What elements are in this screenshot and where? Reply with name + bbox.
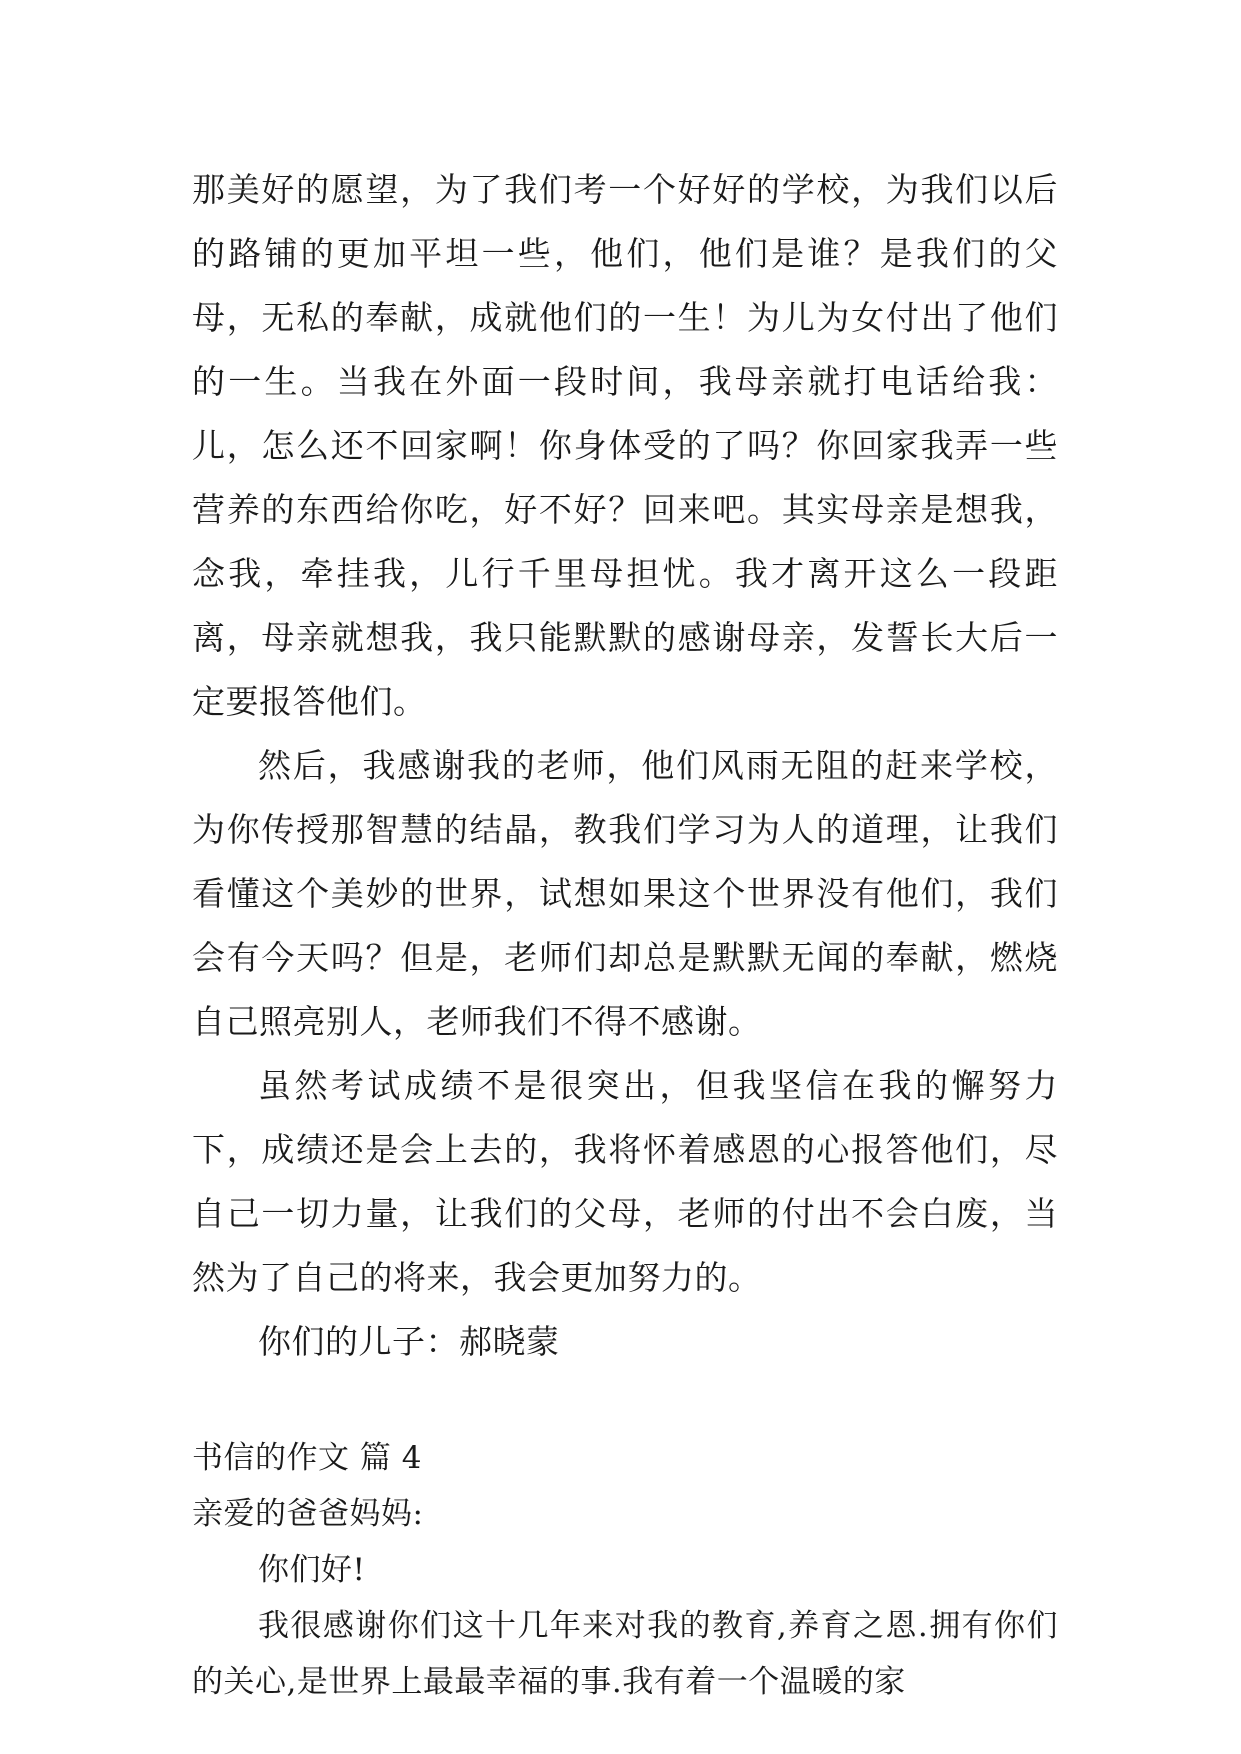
paragraph-teachers: 然后，我感谢我的老师，他们风雨无阻的赶来学校，为你传授那智慧的结晶，教我们学习为人的道理，让我们看懂这个美妙的世界，试想如果这个世界没有他们，我们会有今天吗？但是，老师们却总是默默无闻的奉献，燃烧自己照亮别人，老师我们不得不感谢。 xyxy=(192,746,1058,1041)
section-title: 书信的作文 篇 4 xyxy=(192,1440,422,1476)
signature: 你们的儿子：郝晓蒙 xyxy=(258,1322,560,1361)
section-gap xyxy=(192,1374,1058,1430)
greeting: 你们好! xyxy=(258,1552,366,1588)
paragraph-gratitude: 我很感谢你们这十几年来对我的教育,养育之恩.拥有你们的关心,是世界上最最幸福的事.我有着一个温暖的家 xyxy=(192,1608,1058,1700)
document-body xyxy=(192,158,1058,1710)
salutation: 亲爱的爸爸妈妈: xyxy=(192,1496,424,1532)
paragraph-resolve: 虽然考试成绩不是很突出，但我坚信在我的懈努力下，成绩还是会上去的，我将怀着感恩的心报答他们，尽自己一切力量，让我们的父母，老师的付出不会白废，当然为了自己的将来，我会更加努力的。 xyxy=(192,1066,1058,1297)
paragraph-parents: 那美好的愿望，为了我们考一个好好的学校，为我们以后的路铺的更加平坦一些，他们，他们是谁？是我们的父母，无私的奉献，成就他们的一生！为儿为女付出了他们的一生。当我在外面一段时间，我母亲就打电话给我：儿，怎么还不回家啊！你身体受的了吗？你回家我弄一些营养的东西给你吃，好不好？回来吧。其实母亲是想我，念我，牵挂我，儿行千里母担忧。我才离开这么一段距离，母亲就想我，我只能默默的感谢母亲，发誓长大后一定要报答他们。 xyxy=(192,170,1058,721)
